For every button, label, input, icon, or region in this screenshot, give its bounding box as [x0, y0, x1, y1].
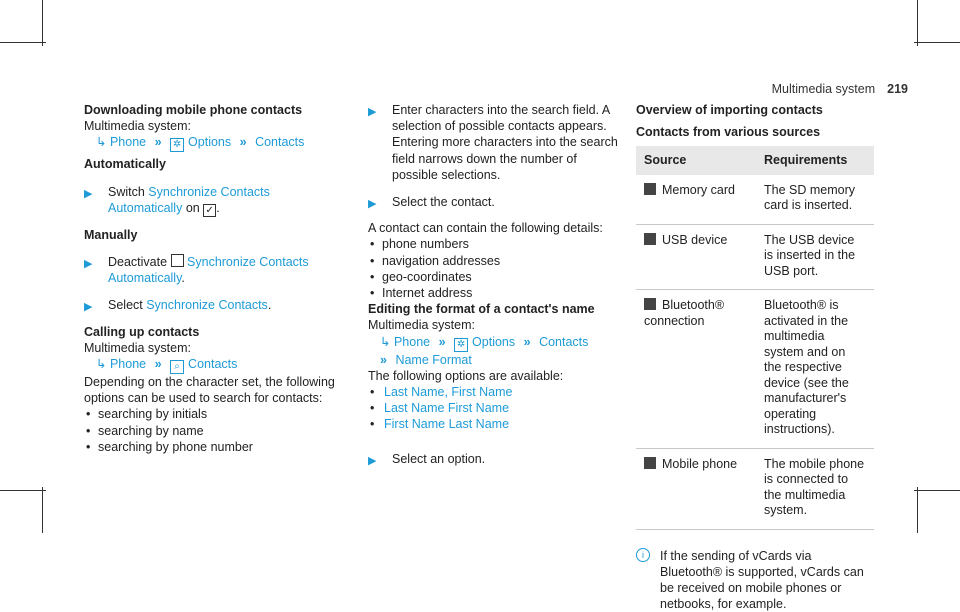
- crop-mark: [914, 42, 960, 43]
- link-sync-auto-2[interactable]: Synchronize Contacts Automatically: [108, 255, 309, 286]
- table-row: [636, 224, 874, 290]
- return-arrow-icon: ↳: [96, 135, 107, 150]
- crop-mark: [42, 487, 43, 533]
- list-item: • searching by initials: [84, 406, 344, 422]
- crop-mark: [0, 490, 46, 491]
- heading-calling: Calling up contacts: [84, 324, 200, 339]
- sources-table: [636, 146, 874, 529]
- note-text: If the sending of vCards via Bluetooth® is supported, vCards can be received on mobile phones or netbooks, for example.: [660, 548, 864, 612]
- option-first-last[interactable]: First Name Last Name: [384, 417, 510, 432]
- requirement-cell: The SD memory card is inserted.: [756, 175, 874, 225]
- step-arrow-icon: ▶: [84, 301, 93, 314]
- step-select-option: [368, 451, 618, 467]
- option-last-comma-first[interactable]: Last Name, First Name: [384, 385, 513, 400]
- running-header: [772, 82, 908, 96]
- step-auto: ▶ Switch Synchronize Contacts Automatically on ✓ .: [84, 184, 270, 216]
- column-1: [84, 102, 344, 455]
- checkbox-empty-icon: [171, 254, 184, 267]
- source-label: Mobile phone: [662, 456, 738, 471]
- section-title: Multimedia system: [771, 82, 876, 96]
- list-item: • searching by name: [84, 423, 344, 439]
- crop-mark: [0, 42, 46, 43]
- list-item: [368, 416, 618, 432]
- step-arrow-icon: ▶: [84, 187, 93, 200]
- double-chevron-icon: »: [523, 334, 531, 349]
- double-chevron-icon: »: [239, 135, 247, 150]
- path-phone[interactable]: Phone: [109, 135, 147, 150]
- return-arrow-icon: ↳: [96, 357, 107, 372]
- step-select-sync: [84, 297, 344, 313]
- heading-sources: Contacts from various sources: [636, 125, 821, 140]
- path-contacts[interactable]: Contacts: [255, 135, 305, 150]
- double-chevron-icon: »: [438, 334, 446, 349]
- paragraph: Depending on the character set, the following options can be used to search for contacts:: [84, 375, 335, 406]
- crop-mark: [42, 0, 43, 46]
- column-2: [368, 102, 618, 477]
- col-header-source: Source: [636, 146, 756, 174]
- requirement-cell: The mobile phone is connected to the multimedia system.: [756, 448, 874, 529]
- return-arrow-icon: ↳: [380, 334, 391, 349]
- table-row: [636, 290, 874, 449]
- option-last-first[interactable]: Last Name First Name: [384, 401, 510, 416]
- step-manual: [84, 254, 344, 286]
- requirement-cell: Bluetooth® is activated in the multimedia system and on the respective device (see the manufacturer's operating instructions).: [756, 290, 874, 449]
- system-label: Multimedia system:: [84, 119, 191, 134]
- path-options[interactable]: Options: [188, 135, 232, 150]
- list-item: • phone numbers: [368, 236, 618, 252]
- mobile-phone-icon: [644, 457, 656, 469]
- requirement-cell: The USB device is inserted in the USB port.: [756, 224, 874, 290]
- step-text: .: [181, 271, 185, 286]
- sd-card-icon: [644, 183, 656, 195]
- crop-mark: [914, 490, 960, 491]
- heading-overview: Overview of importing contacts: [636, 103, 823, 117]
- info-icon: i: [636, 548, 650, 562]
- path-phone[interactable]: Phone: [109, 357, 147, 372]
- step-text: Enter characters into the search field. A selection of possible contacts appears. Entering more characters into the search field narrows down the number of possible selections.: [392, 103, 618, 182]
- double-chevron-icon: »: [154, 357, 162, 372]
- step-arrow-icon: ▶: [84, 258, 93, 271]
- list-item: • geo-coordinates: [368, 269, 618, 285]
- source-cell: [636, 224, 756, 290]
- source-label: USB device: [662, 232, 728, 247]
- menu-path: [368, 334, 618, 368]
- crop-mark: [917, 487, 918, 533]
- checkbox-checked-icon: ✓: [203, 204, 216, 217]
- step-enter-chars: [368, 102, 618, 183]
- source-cell: [636, 175, 756, 225]
- step-arrow-icon: ▶: [368, 198, 377, 211]
- heading-downloading: Downloading mobile phone contacts: [84, 103, 303, 117]
- step-text: Select the contact.: [392, 195, 495, 210]
- bluetooth-icon: [644, 298, 656, 310]
- paragraph: The following options are available:: [368, 368, 564, 383]
- col-header-requirements: Requirements: [756, 146, 874, 174]
- step-text: on: [185, 200, 200, 215]
- list-item: [368, 400, 618, 416]
- table-header-row: [636, 146, 874, 174]
- table-row: [636, 175, 874, 225]
- usb-icon: [644, 233, 656, 245]
- step-text: .: [267, 298, 272, 313]
- menu-path: [84, 134, 344, 152]
- source-cell: [636, 290, 756, 449]
- path-contacts[interactable]: Contacts: [539, 334, 589, 349]
- path-contacts[interactable]: Contacts: [188, 357, 238, 372]
- paragraph: A contact can contain the following details:: [368, 221, 603, 236]
- path-options[interactable]: Options: [472, 334, 516, 349]
- step-arrow-icon: ▶: [368, 106, 377, 118]
- menu-path: [84, 356, 344, 374]
- list-item: • Internet address: [368, 285, 618, 301]
- info-note: [636, 548, 876, 612]
- gear-icon: ✲: [170, 138, 184, 152]
- step-text: Select: [108, 298, 147, 313]
- heading-automatically: Automatically: [84, 157, 166, 172]
- crop-mark: [917, 0, 918, 46]
- link-sync-contacts[interactable]: Synchronize Contacts: [146, 298, 268, 313]
- step-text: Deactivate: [108, 255, 168, 270]
- step-text: Select an option.: [392, 451, 486, 466]
- table-row: [636, 448, 874, 529]
- step-select-contact: [368, 194, 618, 210]
- heading-editing: Editing the format of a contact's name: [368, 302, 595, 317]
- page-number: 219: [887, 82, 908, 96]
- link-sync-auto[interactable]: Synchronize Contacts Automatically: [108, 184, 270, 215]
- list-item: • searching by phone number: [84, 439, 344, 455]
- path-phone[interactable]: Phone: [393, 334, 431, 349]
- gear-icon: ✲: [454, 338, 468, 352]
- path-name-format[interactable]: Name Format: [395, 352, 472, 367]
- double-chevron-icon: »: [380, 352, 387, 367]
- column-3: [636, 102, 876, 612]
- source-label: Memory card: [662, 182, 735, 197]
- search-icon: ⌕: [170, 360, 184, 374]
- list-item: • navigation addresses: [368, 253, 618, 269]
- system-label: Multimedia system:: [368, 318, 475, 333]
- source-cell: [636, 448, 756, 529]
- list-item: [368, 384, 618, 400]
- double-chevron-icon: »: [154, 135, 162, 150]
- step-text: Switch: [108, 184, 149, 199]
- step-arrow-icon: ▶: [368, 454, 377, 467]
- source-label: Bluetooth® connection: [644, 298, 725, 328]
- system-label: Multimedia system:: [84, 340, 191, 355]
- heading-manually: Manually: [84, 227, 138, 242]
